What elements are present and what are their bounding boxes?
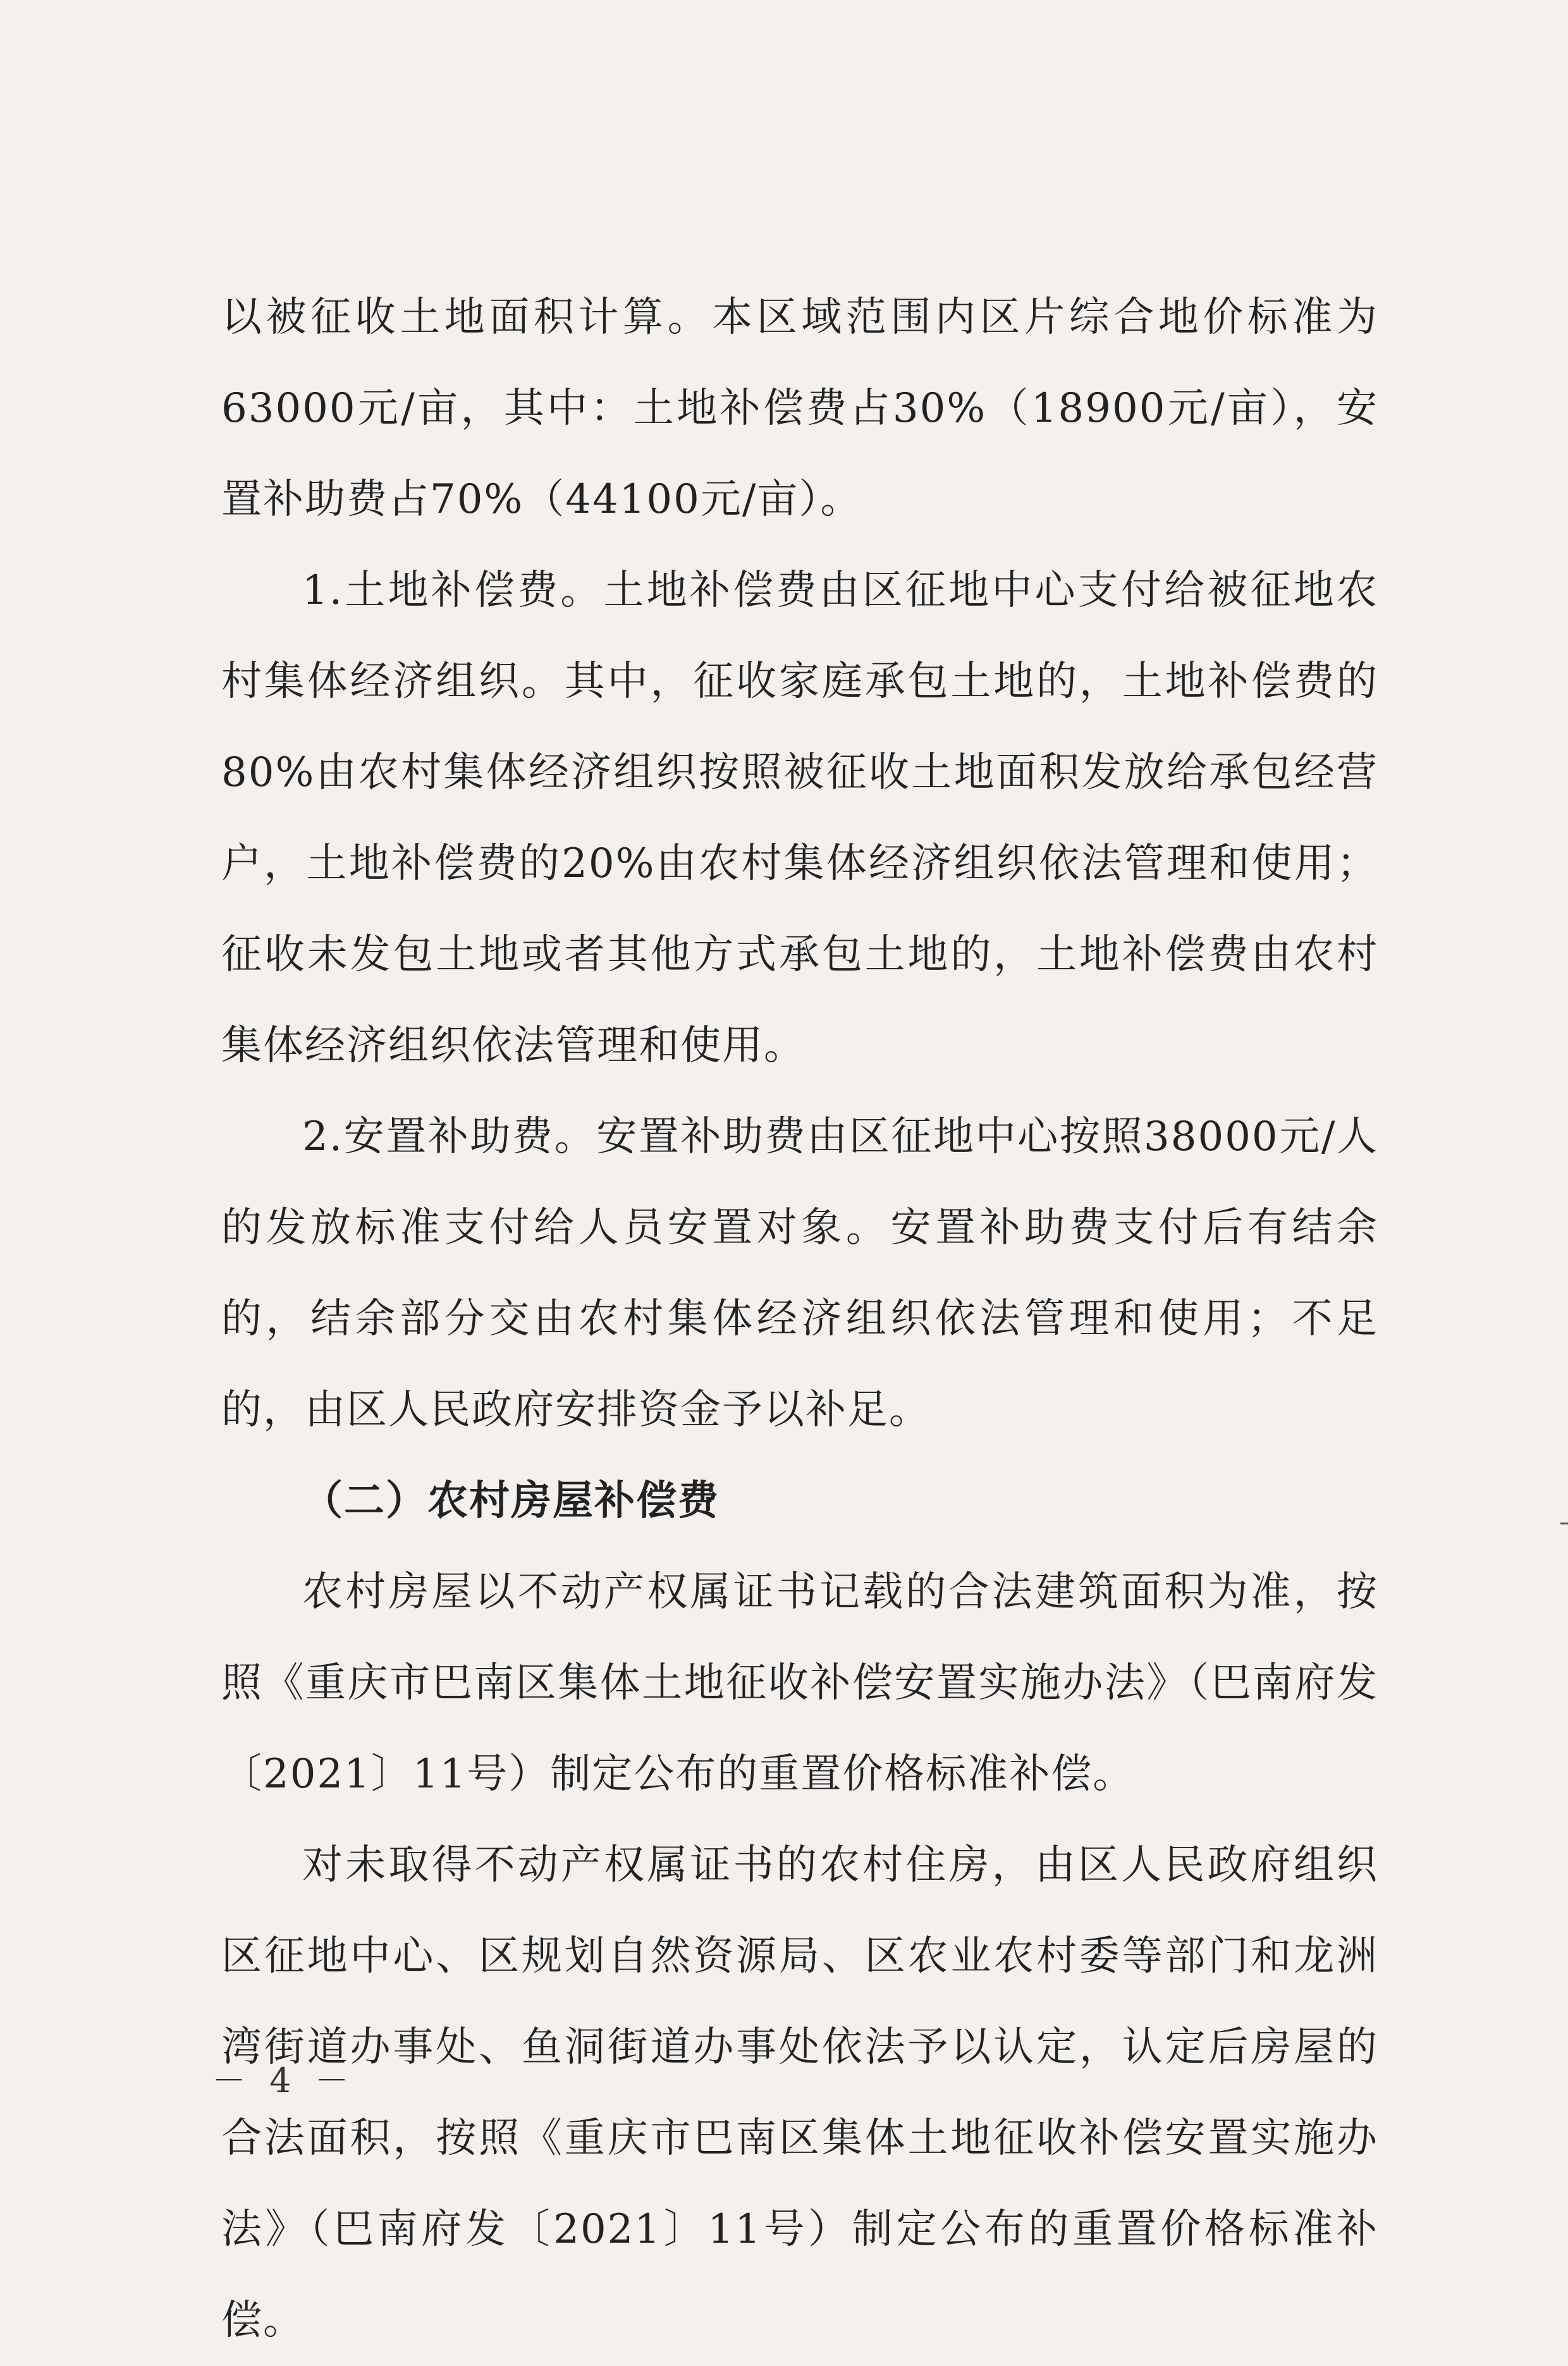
- paragraph-resettlement-subsidy: 2.安置补助费。安置补助费由区征地中心按照38000元/人的发放标准支付给人员安置对象。安置补助费支付后有结余的，结余部分交由农村集体经济组织依法管理和使用；不足的，由区人民政府安排资金予以补足。: [221, 1113, 1378, 1433]
- paragraph-unregistered-housing: 对未取得不动产权属证书的农村住房，由区人民政府组织区征地中心、区规划自然资源局、区农业农村委等部门和龙洲湾街道办事处、鱼洞街道办事处依法予以认定，认定后房屋的合法面积，按照《重庆市巴南区集体土地征收补偿安置实施办法》（巴南府发〔2021〕11号）制定公布的重置价格标准补偿。: [221, 1842, 1378, 2344]
- scan-edge-mark: [1560, 1523, 1568, 1524]
- paragraph-land-price-standard: 以被征收土地面积计算。本区域范围内区片综合地价标准为63000元/亩，其中：土地补偿费占30%（18900元/亩），安置补助费占70%（44100元/亩）。: [221, 294, 1378, 523]
- paragraph-land-compensation: 1.土地补偿费。土地补偿费由区征地中心支付给被征地农村集体经济组织。其中，征收家庭承包土地的，土地补偿费的80%由农村集体经济组织按照被征收土地面积发放给承包经营户，土地补偿费的20%由农村集体经济组织依法管理和使用；征收未发包土地或者其他方式承包土地的，土地补偿费由农村集体经济组织依法管理和使用。: [221, 567, 1378, 1069]
- page-number: － 4 －: [212, 2061, 355, 2100]
- paragraph-rural-housing-standard: 农村房屋以不动产权属证书记载的合法建筑面积为准，按照《重庆市巴南区集体土地征收补偿安置实施办法》（巴南府发〔2021〕11号）制定公布的重置价格标准补偿。: [221, 1569, 1378, 1798]
- section-heading-rural-housing: （二）农村房屋补偿费: [302, 1477, 720, 1524]
- document-body: [221, 272, 1378, 2366]
